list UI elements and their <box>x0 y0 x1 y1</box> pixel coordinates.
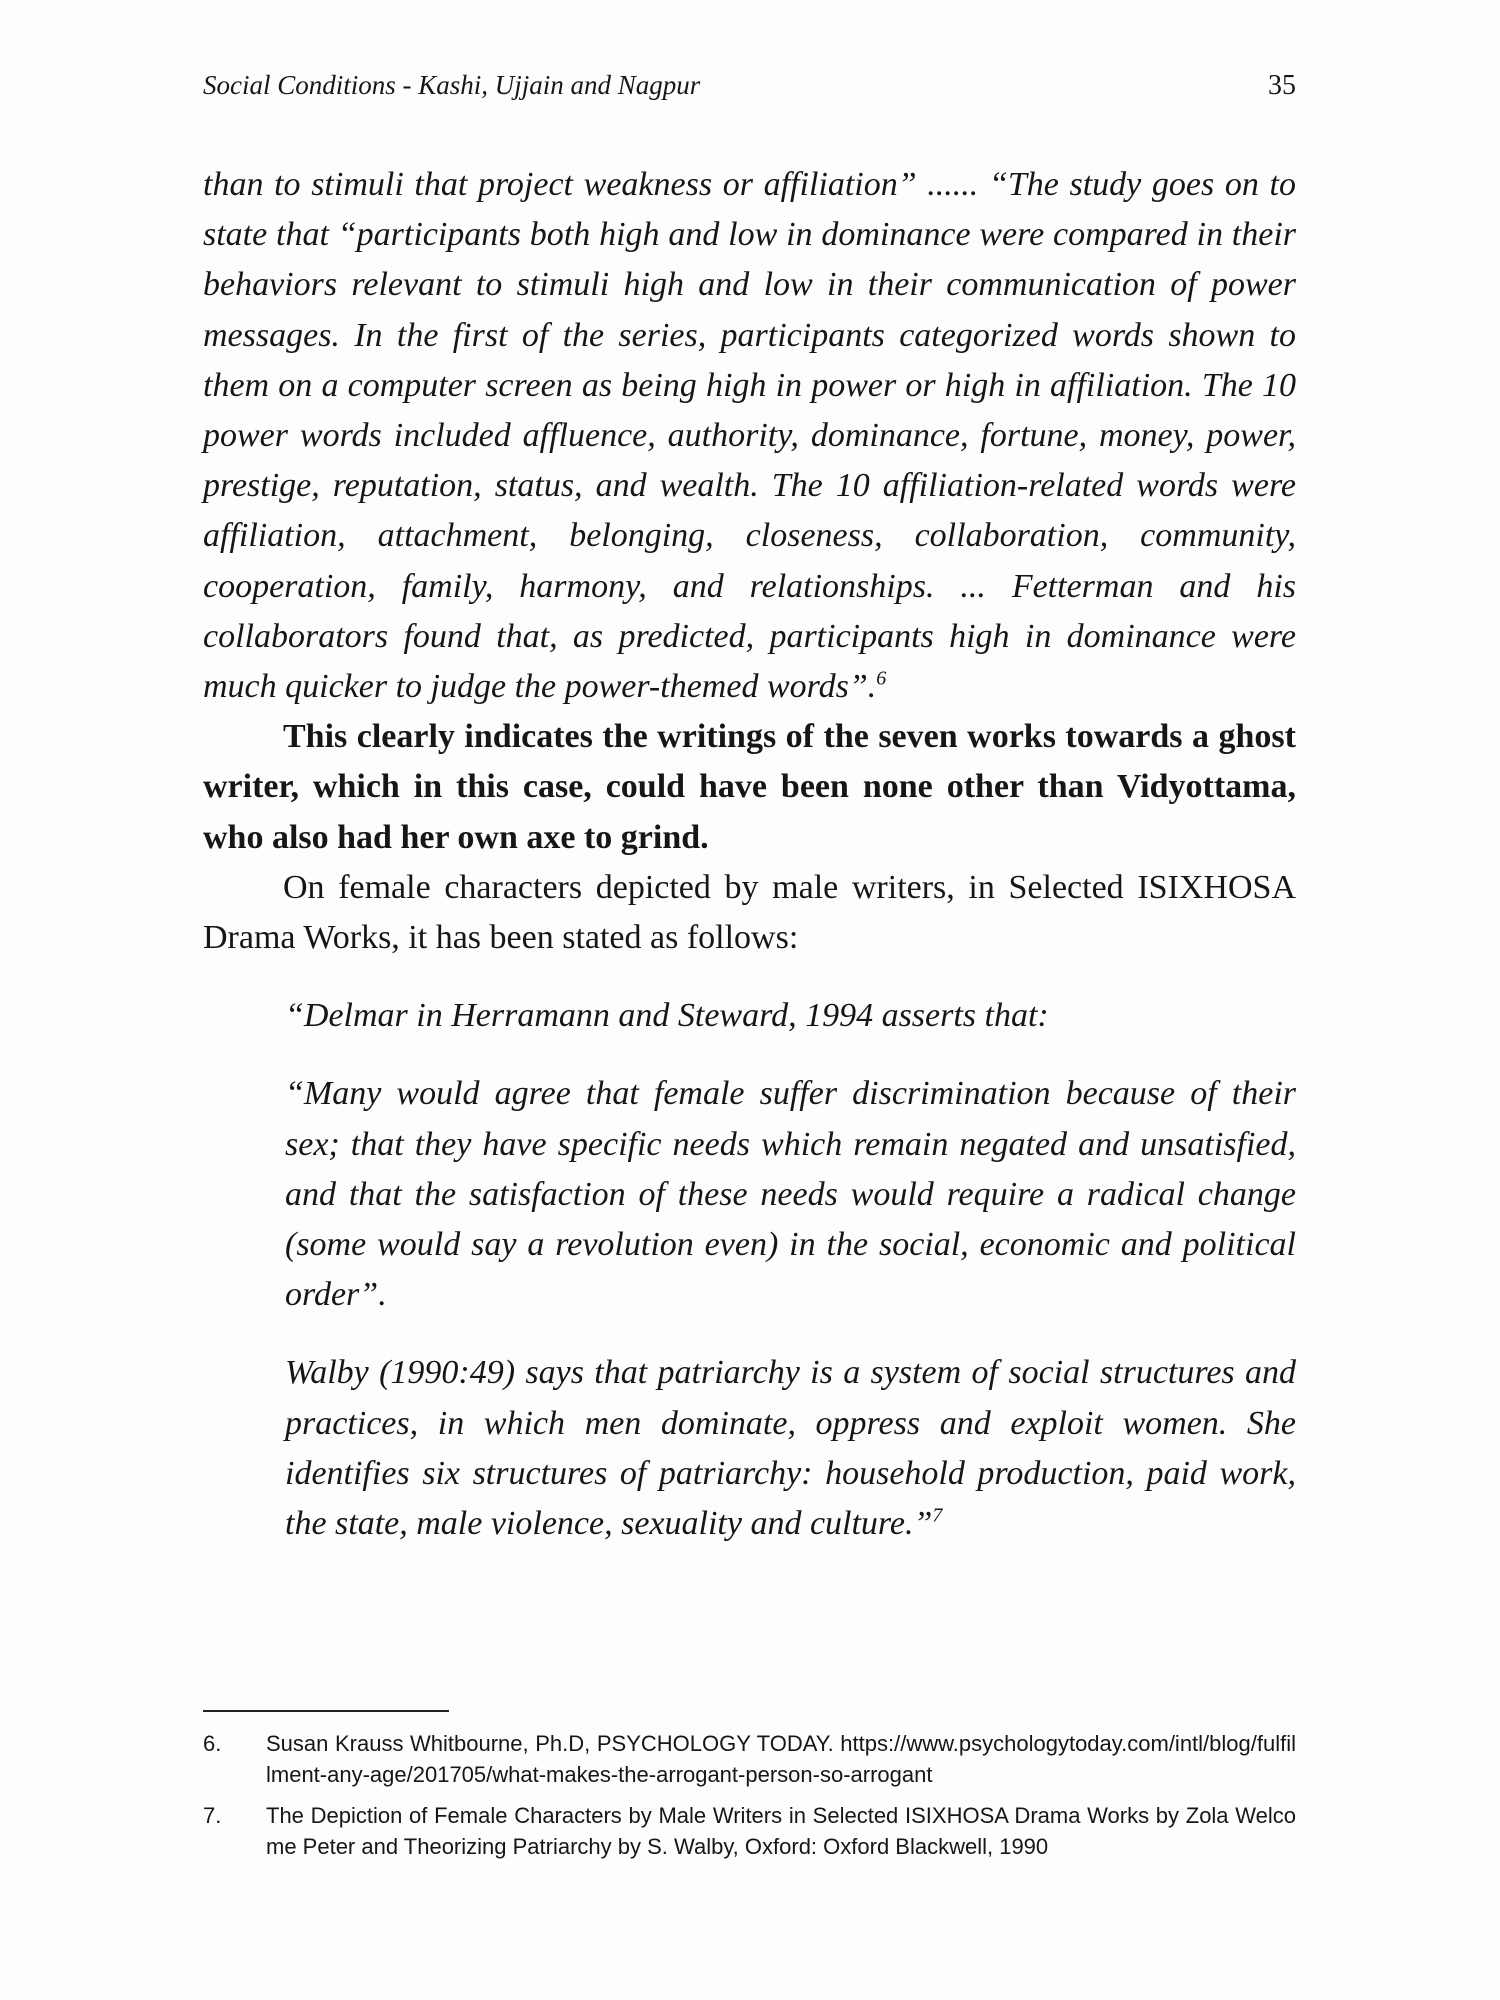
quote-continuation-text: than to stimuli that project weakness or affiliation” ...... “The study goes on to state that “participants both high and low in dominance were compared in their behaviors relevant to stimuli high and low in their communication of power messages. In the first of the series, participants categorized words shown to them on a computer screen as being high in power or high in affiliation. The 10 power words included affluence, authority, dominance, fortune, money, power, prestige, reputation, status, and wealth. The 10 affiliation-related words were affiliation, attachment, belonging, closeness, collaboration, community, cooperation, family, harmony, and relationships. ... Fetterman and his collaborators found that, as predicted, participants high in dominance were much quicker to judge the power-themed words”. <box>203 166 1296 706</box>
footnotes <box>203 1728 1296 1872</box>
footnote-6 <box>203 1728 1296 1790</box>
main-text <box>203 160 1296 1549</box>
footnote-number: 7. <box>203 1803 222 1828</box>
running-header <box>203 70 1296 110</box>
block-quote-walby <box>285 1348 1296 1549</box>
footnote-text: The Depiction of Female Characters by Male Writers in Selected ISIXHOSA Drama Works by Zola Welcome Peter and Theorizing Patriarchy by S. Walby, Oxford: Oxford Blackwell, 1990 <box>266 1803 1296 1859</box>
footnote-separator <box>203 1710 449 1712</box>
quote-continuation-paragraph <box>203 160 1296 712</box>
bold-statement-paragraph: This clearly indicates the writings of the seven works towards a ghost writer, which in this case, could have been none other than Vidyottama, who also had her own axe to grind. <box>203 718 1296 856</box>
footnote-ref-7: 7 <box>932 1504 943 1527</box>
walby-quote-text: Walby (1990:49) says that patriarchy is a system of social structures and practices, in which men dominate, oppress and exploit women. She identifies six structures of patriarchy: household production, paid work, the state, male violence, sexuality and culture.” <box>285 1354 1296 1543</box>
footnote-text: Susan Krauss Whitbourne, Ph.D, PSYCHOLOGY TODAY. https://www.psychologytoday.com/intl/blog/fulfillment-any-age/201705/what-makes-the-arrogant-person-so-arrogant <box>266 1731 1296 1787</box>
intro-paragraph: On female characters depicted by male writers, in Selected ISIXHOSA Drama Works, it has been stated as follows: <box>203 868 1296 957</box>
block-quote-discrimination: “Many would agree that female suffer discrimination because of their sex; that they have specific needs which remain negated and unsatisfied, and that the satisfaction of these needs would require a radical change (some would say a revolution even) in the social, economic and political order”. <box>285 1075 1296 1314</box>
running-title: Social Conditions - Kashi, Ujjain and Nagpur <box>203 70 701 100</box>
footnote-ref-6: 6 <box>876 667 887 690</box>
page-number: 35 <box>1268 70 1296 101</box>
footnote-number: 6. <box>203 1731 222 1756</box>
block-quote-delmar-intro: “Delmar in Herramann and Steward, 1994 asserts that: <box>285 997 1049 1035</box>
footnote-7 <box>203 1800 1296 1862</box>
